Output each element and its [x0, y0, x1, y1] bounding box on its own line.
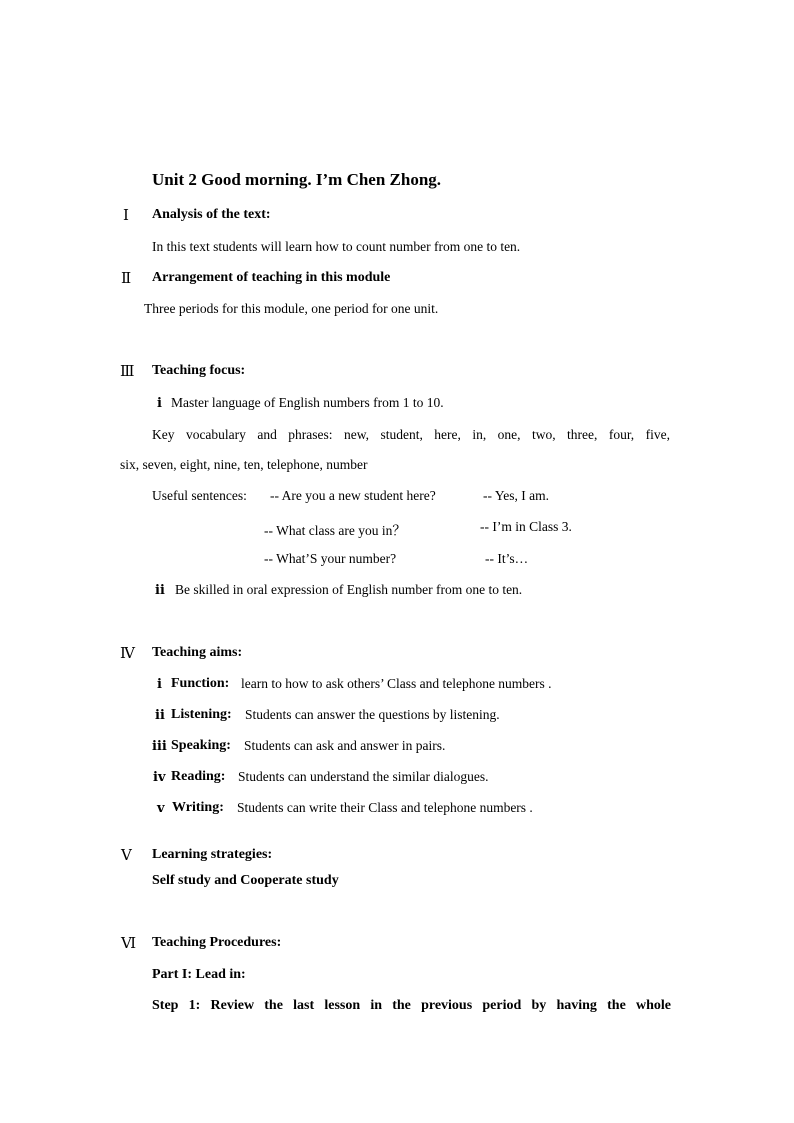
aim-1-text: learn to how to ask others’ Class and telephone numbers . [241, 676, 552, 691]
aim-2-marker: ⅱ [155, 707, 165, 722]
section-6-number: Ⅵ [121, 936, 137, 952]
focus-item-2-marker: ⅱ [155, 582, 165, 597]
aim-1-label: Function: [171, 676, 230, 691]
section-5-text: Self study and Cooperate study [152, 873, 339, 888]
aim-4-label: Reading: [171, 769, 226, 784]
focus-item-1-text: Master language of English numbers from 1 to 10. [171, 395, 444, 410]
section-1-heading: Analysis of the text: [152, 207, 271, 222]
aim-3-text: Students can ask and answer in pairs. [244, 738, 446, 753]
aim-2-label: Listening: [171, 707, 232, 722]
section-2-text: Three periods for this module, one period for one unit. [144, 301, 439, 316]
part-1-heading: Part I: Lead in: [152, 967, 246, 982]
section-2-number: Ⅱ [121, 271, 132, 287]
focus-item-2-text: Be skilled in oral expression of English number from one to ten. [175, 582, 523, 597]
key-vocabulary-line-2: six, seven, eight, nine, ten, telephone, number [120, 457, 368, 472]
aim-5-marker: ⅴ [157, 800, 165, 815]
aim-3-marker: ⅲ [152, 738, 167, 753]
focus-item-1-marker: ⅰ [157, 395, 162, 410]
section-2-heading: Arrangement of teaching in this module [152, 270, 391, 285]
aim-3-label: Speaking: [171, 738, 231, 753]
aim-5-label: Writing: [172, 800, 224, 815]
dialogue-answer-2: -- I’m in Class 3. [480, 519, 572, 534]
dialogue-question-1: -- Are you a new student here? [270, 488, 436, 503]
section-3-number: Ⅲ [120, 364, 135, 380]
document-title: Unit 2 Good morning. I’m Chen Zhong. [152, 170, 442, 189]
aim-2-text: Students can answer the questions by listening. [245, 707, 500, 722]
step-1-text: Step 1: Review the last lesson in the previous period by having the whole [152, 998, 671, 1013]
aim-4-marker: ⅳ [153, 769, 166, 784]
section-5-heading: Learning strategies: [152, 847, 273, 862]
dialogue-question-2: -- What class are you in？ [264, 523, 406, 538]
section-4-number: Ⅳ [120, 646, 135, 662]
section-1-number: Ⅰ [123, 208, 129, 224]
dialogue-question-3: -- What’S your number? [264, 551, 397, 566]
dialogue-answer-1: -- Yes, I am. [483, 488, 549, 503]
dialogue-answer-3: -- It’s… [485, 551, 529, 566]
section-5-number: Ⅴ [121, 848, 132, 864]
section-3-heading: Teaching focus: [152, 363, 246, 378]
aim-4-text: Students can understand the similar dialogues. [238, 769, 489, 784]
section-1-text: In this text students will learn how to count number from one to ten. [152, 239, 521, 254]
useful-sentences-label: Useful sentences: [152, 488, 247, 503]
aim-1-marker: ⅰ [157, 676, 162, 691]
key-vocabulary-line-1: Key vocabulary and phrases: new, student, here, in, one, two, three, four, five, [152, 427, 670, 442]
section-6-heading: Teaching Procedures: [152, 935, 282, 950]
aim-5-text: Students can write their Class and telephone numbers . [237, 800, 533, 815]
section-4-heading: Teaching aims: [152, 645, 243, 660]
